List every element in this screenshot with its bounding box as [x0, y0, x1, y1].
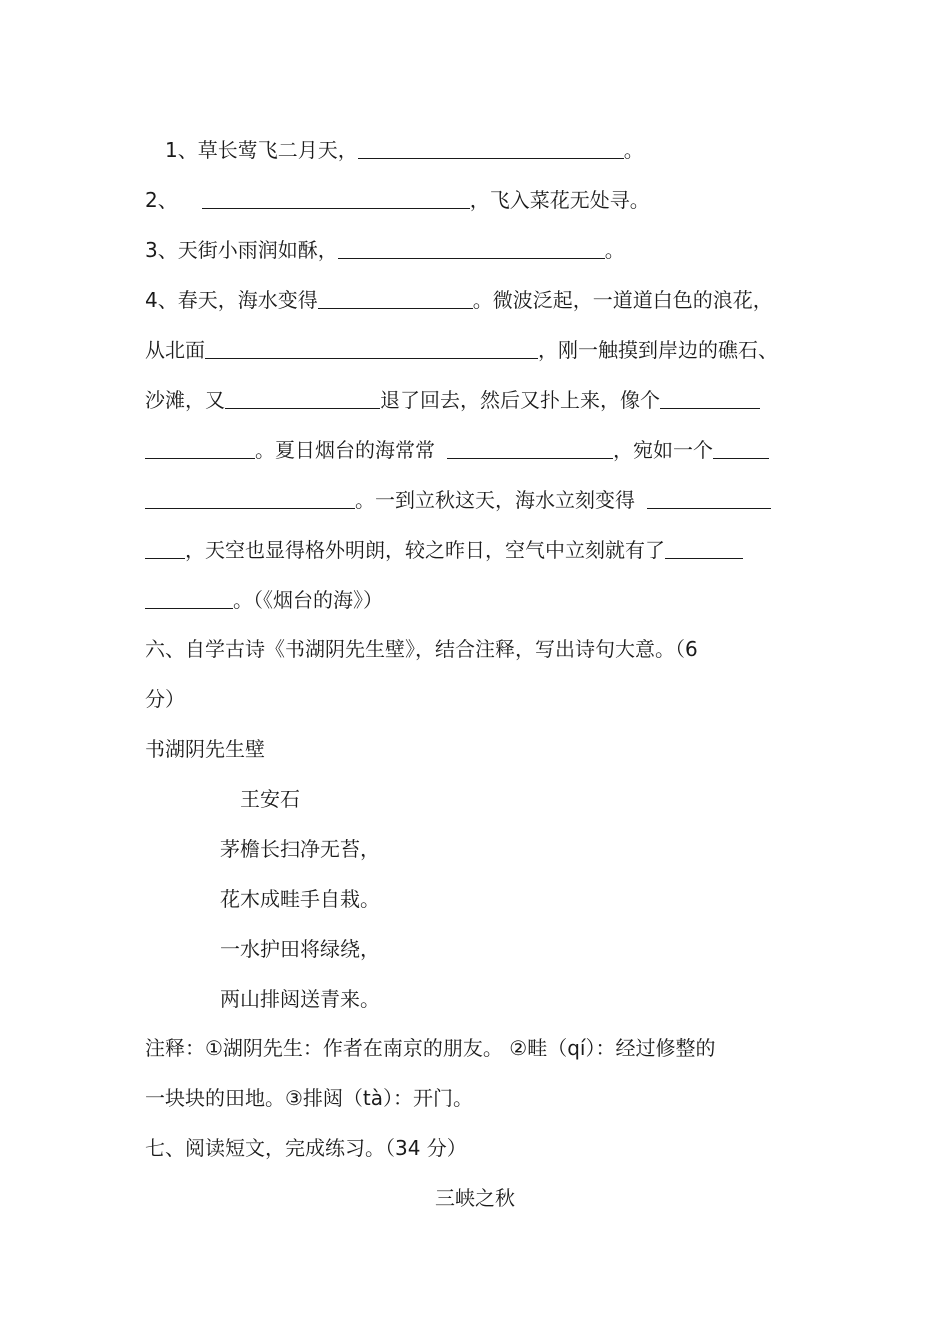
question-text: ，天空也显得格外明朗，较之昨日，空气中立刻就有了: [185, 538, 665, 562]
question-4-line-1: [145, 285, 815, 315]
answer-blank[interactable]: [647, 488, 771, 509]
answer-blank[interactable]: [447, 438, 613, 459]
poem-verse: 茅檐长扫净无苔，: [220, 837, 380, 861]
answer-blank[interactable]: [665, 538, 743, 559]
punctuation: 。: [604, 238, 625, 262]
poem-verse: 一水护田将绿绕，: [220, 937, 380, 961]
question-3: [145, 235, 815, 265]
question-4-line-6: [145, 535, 815, 565]
article-title: 三峡之秋: [435, 1186, 515, 1210]
poem-notes: 注释：①湖阴先生：作者在南京的朋友。 ②畦（qí）：经过修整的: [145, 1036, 716, 1060]
answer-blank[interactable]: [145, 588, 233, 609]
poem-verse: 花木成畦手自栽。: [220, 887, 380, 911]
answer-blank[interactable]: [713, 438, 769, 459]
question-1: [165, 135, 835, 165]
question-4-line-4: [145, 435, 815, 465]
answer-blank[interactable]: [318, 288, 473, 309]
question-number: 3、: [145, 238, 178, 262]
poem-author: 王安石: [240, 787, 300, 811]
question-number: 1、: [165, 138, 198, 162]
source-note: 。（《烟台的海》）: [233, 588, 383, 612]
question-text: 天街小雨润如酥，: [177, 238, 338, 262]
section-6-heading: 六、自学古诗《书湖阴先生壁》，结合注释，写出诗句大意。（6: [145, 637, 698, 661]
question-text: 退了回去，然后又扑上来，像个: [380, 388, 660, 412]
section-7-heading: 七、阅读短文，完成练习。（34 分）: [145, 1136, 467, 1160]
question-4-line-5: [145, 485, 815, 515]
question-text: 。一到立秋这天，海水立刻变得: [355, 488, 635, 512]
answer-blank[interactable]: [202, 188, 470, 209]
question-text: 4、春天，海水变得: [145, 288, 318, 312]
question-text: ，飞入菜花无处寻。: [469, 188, 650, 212]
answer-blank[interactable]: [145, 488, 355, 509]
section-6-heading-cont: 分）: [145, 687, 185, 711]
question-text: 。微波泛起，一道道白色的浪花，: [472, 288, 773, 312]
punctuation: 。: [623, 138, 644, 162]
question-number: 2、: [145, 188, 178, 212]
answer-blank[interactable]: [145, 438, 255, 459]
question-text: 。夏日烟台的海常常: [255, 438, 435, 462]
question-2: [145, 185, 815, 215]
question-4-line-2: [145, 335, 815, 365]
poem-notes-cont: 一块块的田地。③排闼（tà）：开门。: [145, 1086, 474, 1110]
question-text: ，刚一触摸到岸边的礁石、: [538, 338, 778, 362]
question-text: 从北面: [145, 338, 205, 362]
poem-title: 书湖阴先生壁: [145, 737, 265, 761]
answer-blank[interactable]: [205, 338, 538, 359]
question-text: ，宛如一个: [613, 438, 713, 462]
answer-blank[interactable]: [358, 138, 624, 159]
answer-blank[interactable]: [145, 538, 185, 559]
question-4-line-3: [145, 385, 815, 415]
poem-verse: 两山排闼送青来。: [220, 987, 380, 1011]
question-4-line-7: [145, 585, 815, 615]
answer-blank[interactable]: [338, 238, 605, 259]
question-text: 沙滩，又: [145, 388, 225, 412]
answer-blank[interactable]: [225, 388, 380, 409]
question-text: 草长莺飞二月天，: [197, 138, 358, 162]
answer-blank[interactable]: [660, 388, 760, 409]
